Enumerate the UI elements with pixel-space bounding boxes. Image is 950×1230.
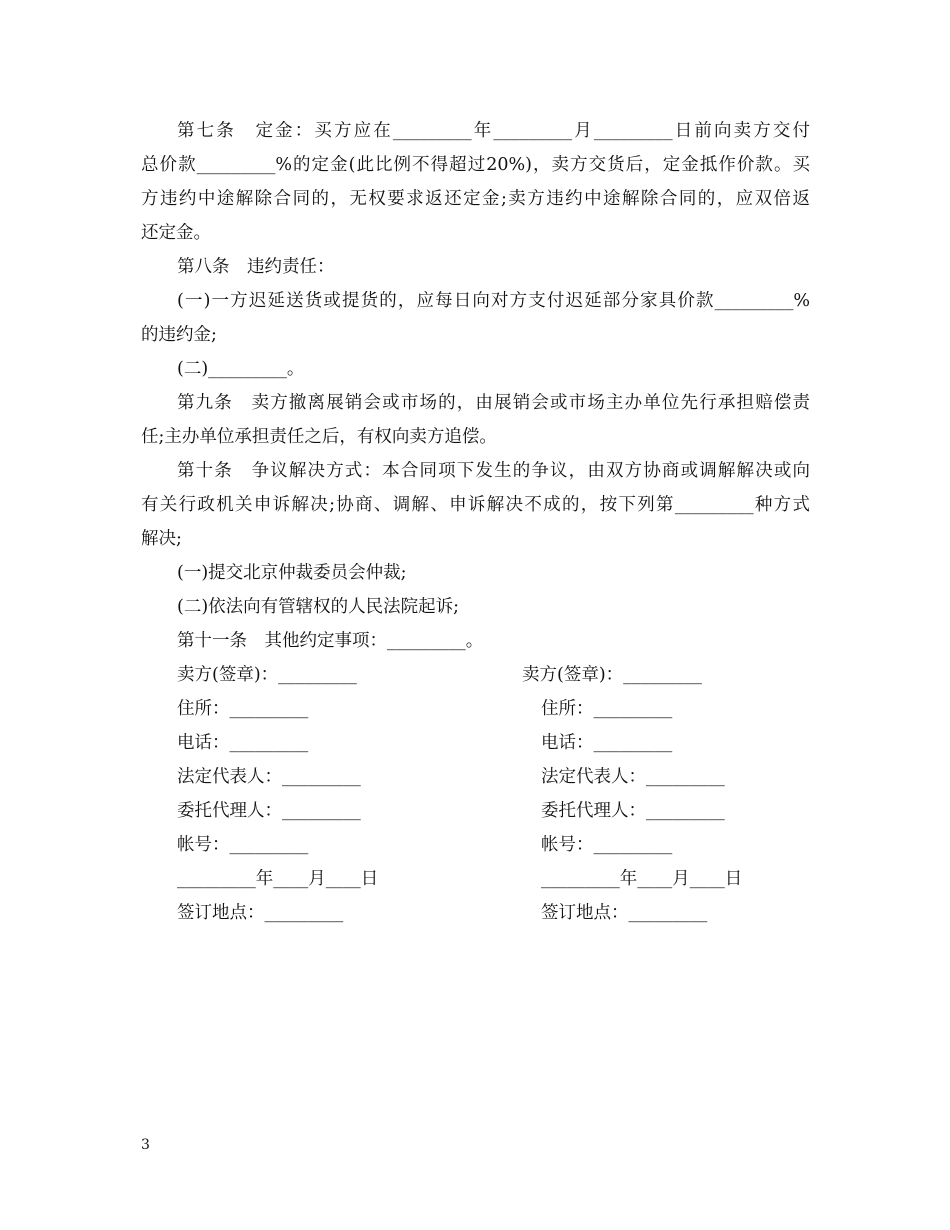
- right-authorized-agent: 委托代理人：_________: [541, 801, 725, 821]
- article-10-option-1: (一)提交北京仲裁委员会仲裁;: [177, 563, 407, 583]
- left-signing-date: _________年____月____日: [177, 869, 379, 889]
- right-signing-date: _________年____月____日: [541, 869, 743, 889]
- article-8-item-1-line-1: (一)一方迟延送货或提货的，应每日向对方支付迟延部分家具价款_________%: [177, 291, 810, 311]
- article-7-line-3: 方违约中途解除合同的，无权要求返还定金;卖方违约中途解除合同的，应双倍返: [141, 189, 810, 209]
- article-10-line-2: 有关行政机关申诉解决;协商、调解、申诉解决不成的，按下列第_________种方式: [141, 495, 810, 515]
- left-authorized-agent: 委托代理人：_________: [177, 801, 361, 821]
- left-phone: 电话：_________: [177, 733, 309, 753]
- article-9-line-1: 第九条 卖方撤离展销会或市场的，由展销会或市场主办单位先行承担赔偿责: [177, 393, 810, 413]
- left-account-number: 帐号：_________: [177, 835, 309, 855]
- right-party-signature: 卖方(签章)：_________: [522, 665, 702, 685]
- article-8-title: 第八条 违约责任：: [177, 257, 335, 277]
- left-legal-representative: 法定代表人：_________: [177, 767, 361, 787]
- article-9-line-2: 任;主办单位承担责任之后，有权向卖方追偿。: [141, 427, 497, 447]
- article-7-line-1: 第七条 定金：买方应在_________年_________月_________日前向卖方交付: [177, 121, 810, 141]
- article-7-line-2: 总价款_________%的定金(此比例不得超过20%)，卖方交货后，定金抵作价款。买: [141, 155, 810, 175]
- article-7-line-4: 还定金。: [141, 223, 211, 243]
- left-party-signature: 卖方(签章)：_________: [177, 665, 357, 685]
- left-address: 住所：_________: [177, 699, 309, 719]
- right-address: 住所：_________: [541, 699, 673, 719]
- article-8-item-1-line-2: 的违约金;: [141, 325, 217, 345]
- article-8-item-2: (二)_________。: [177, 359, 305, 379]
- article-10-line-1: 第十条 争议解决方式：本合同项下发生的争议，由双方协商或调解解决或向: [177, 461, 810, 481]
- right-account-number: 帐号：_________: [541, 835, 673, 855]
- left-signing-place: 签订地点：_________: [177, 903, 344, 923]
- page-number: 3: [141, 1137, 150, 1153]
- right-phone: 电话：_________: [541, 733, 673, 753]
- article-10-option-2: (二)依法向有管辖权的人民法院起诉;: [177, 597, 460, 617]
- article-11: 第十一条 其他约定事项：_________。: [177, 631, 484, 651]
- article-10-line-3: 解决;: [141, 529, 182, 549]
- right-legal-representative: 法定代表人：_________: [541, 767, 725, 787]
- right-signing-place: 签订地点：_________: [541, 903, 708, 923]
